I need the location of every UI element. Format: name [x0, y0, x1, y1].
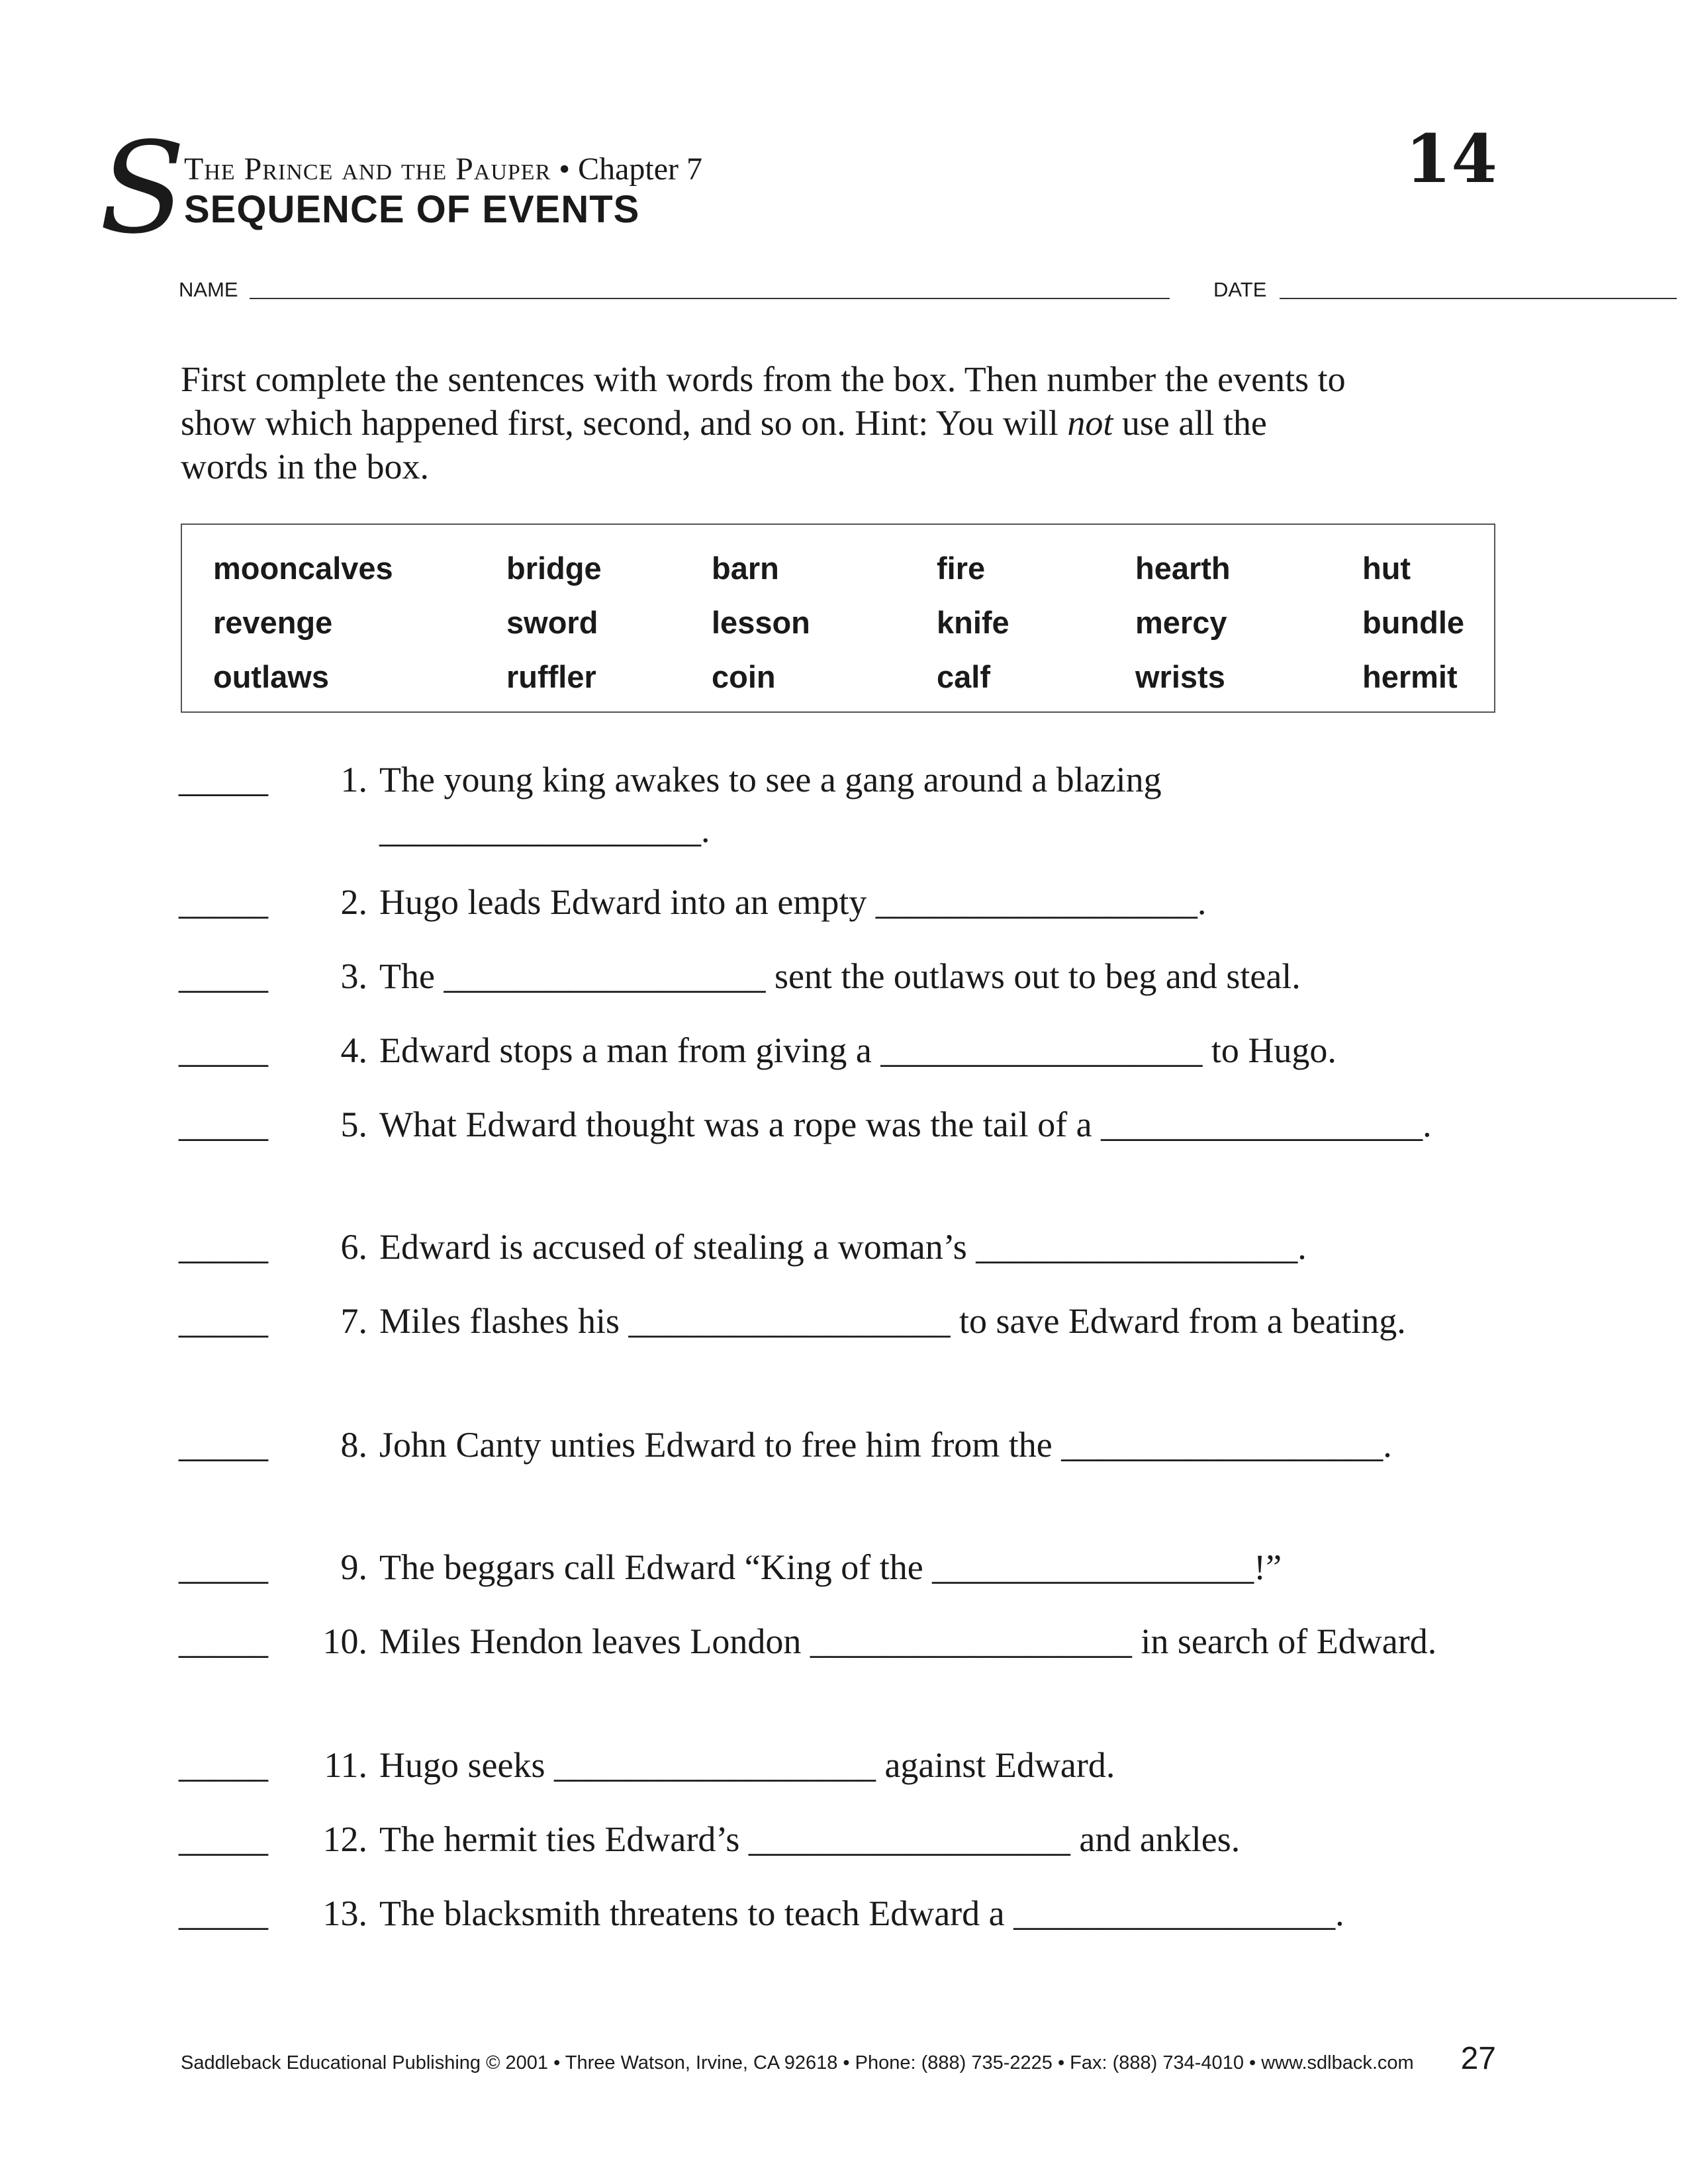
name-label: NAME [179, 278, 238, 301]
title-separator: • [559, 152, 571, 187]
publisher-logo: S [99, 115, 186, 261]
word-bank-box [181, 523, 1495, 713]
order-blank[interactable]: _____ [179, 1105, 268, 1144]
item-sentence: What Edward thought was a rope was the tail of a __________________. [379, 1105, 1432, 1144]
word-bank-word: calf [937, 659, 990, 694]
item-sentence: Edward stops a man from giving a __________________ to Hugo. [379, 1030, 1336, 1070]
item-number: 4. [340, 1030, 367, 1070]
word-bank-word: ruffler [506, 659, 596, 694]
chapter-label: Chapter 7 [578, 152, 703, 187]
order-blank[interactable]: _____ [179, 760, 268, 799]
order-blank[interactable]: _____ [179, 1547, 268, 1587]
book-title: The Prince and the Pauper [184, 152, 551, 187]
word-bank-word: outlaws [213, 659, 329, 694]
worksheet-number: 14 [1405, 120, 1497, 198]
word-bank-word: bundle [1362, 605, 1465, 640]
item-number: 10. [322, 1621, 367, 1661]
word-bank-word: mooncalves [213, 551, 393, 586]
item-sentence: The hermit ties Edward’s __________________ and ankles. [379, 1819, 1241, 1859]
item-sentence: John Canty unties Edward to free him from the __________________. [379, 1425, 1392, 1465]
word-bank-word: fire [937, 551, 986, 586]
item-number: 2. [340, 882, 367, 922]
item-number: 3. [340, 956, 367, 996]
worksheet-title: SEQUENCE OF EVENTS [184, 188, 640, 231]
instructions-part-1: First complete the sentences with words from the box. Then number the events to show which happened first, second, and so on. Hint: You will [181, 359, 1346, 443]
name-field[interactable] [250, 298, 1170, 299]
item-number: 6. [340, 1227, 367, 1267]
item-number: 1. [340, 760, 367, 799]
order-blank[interactable]: _____ [179, 1301, 268, 1341]
word-bank-word: knife [937, 605, 1009, 640]
item-sentence: The blacksmith threatens to teach Edward a __________________. [379, 1893, 1344, 1933]
item-number: 8. [340, 1425, 367, 1465]
item-sentence: Hugo seeks __________________ against Edward. [379, 1745, 1115, 1785]
order-blank[interactable]: _____ [179, 1621, 268, 1661]
order-blank[interactable]: _____ [179, 882, 268, 922]
word-bank-word: hermit [1362, 659, 1458, 694]
date-label: DATE [1213, 278, 1267, 301]
publisher-footer: Saddleback Educational Publishing © 2001 • Three Watson, Irvine, CA 92618 • Phone: (888) 735-2225 • Fax: (888) 734-4010 • www.sdlback.com [181, 2052, 1414, 2073]
instructions [181, 357, 1359, 488]
item-sentence: The young king awakes to see a gang around a blazing __________________. [379, 760, 1162, 850]
word-bank-word: lesson [712, 605, 810, 640]
order-blank[interactable]: _____ [179, 1819, 268, 1859]
order-blank[interactable]: _____ [179, 1030, 268, 1070]
instructions-part-2: use all the words in the box. [181, 403, 1267, 486]
item-sentence: Edward is accused of stealing a woman’s __________________. [379, 1227, 1307, 1267]
word-bank-word: coin [712, 659, 776, 694]
word-bank-word: mercy [1135, 605, 1227, 640]
name-date-row [179, 278, 1503, 304]
page-number: 27 [1460, 2041, 1496, 2076]
item-number: 5. [340, 1105, 367, 1144]
item-number: 12. [322, 1819, 367, 1859]
word-bank-word: bridge [506, 551, 602, 586]
item-sentence: Miles flashes his __________________ to save Edward from a beating. [379, 1301, 1406, 1341]
item-sentence: Miles Hendon leaves London __________________ in search of Edward. [379, 1621, 1437, 1661]
item-sentence: Hugo leads Edward into an empty __________________. [379, 882, 1207, 922]
item-number: 9. [340, 1547, 367, 1587]
order-blank[interactable]: _____ [179, 1425, 268, 1465]
word-bank-word: barn [712, 551, 779, 586]
date-field[interactable] [1280, 298, 1677, 299]
word-bank-word: revenge [213, 605, 333, 640]
word-bank-word: sword [506, 605, 598, 640]
item-number: 7. [340, 1301, 367, 1341]
order-blank[interactable]: _____ [179, 1745, 268, 1785]
item-number: 11. [324, 1745, 367, 1785]
order-blank[interactable]: _____ [179, 1227, 268, 1267]
book-title-line [184, 151, 702, 187]
word-bank-word: wrists [1135, 659, 1225, 694]
word-bank-word: hearth [1135, 551, 1231, 586]
instructions-emphasis: not [1067, 403, 1113, 443]
word-bank-word: hut [1362, 551, 1411, 586]
order-blank[interactable]: _____ [179, 956, 268, 996]
item-sentence: The __________________ sent the outlaws out to beg and steal. [379, 956, 1301, 996]
order-blank[interactable]: _____ [179, 1893, 268, 1933]
item-sentence: The beggars call Edward “King of the __________________!” [379, 1547, 1282, 1587]
item-number: 13. [322, 1893, 367, 1933]
